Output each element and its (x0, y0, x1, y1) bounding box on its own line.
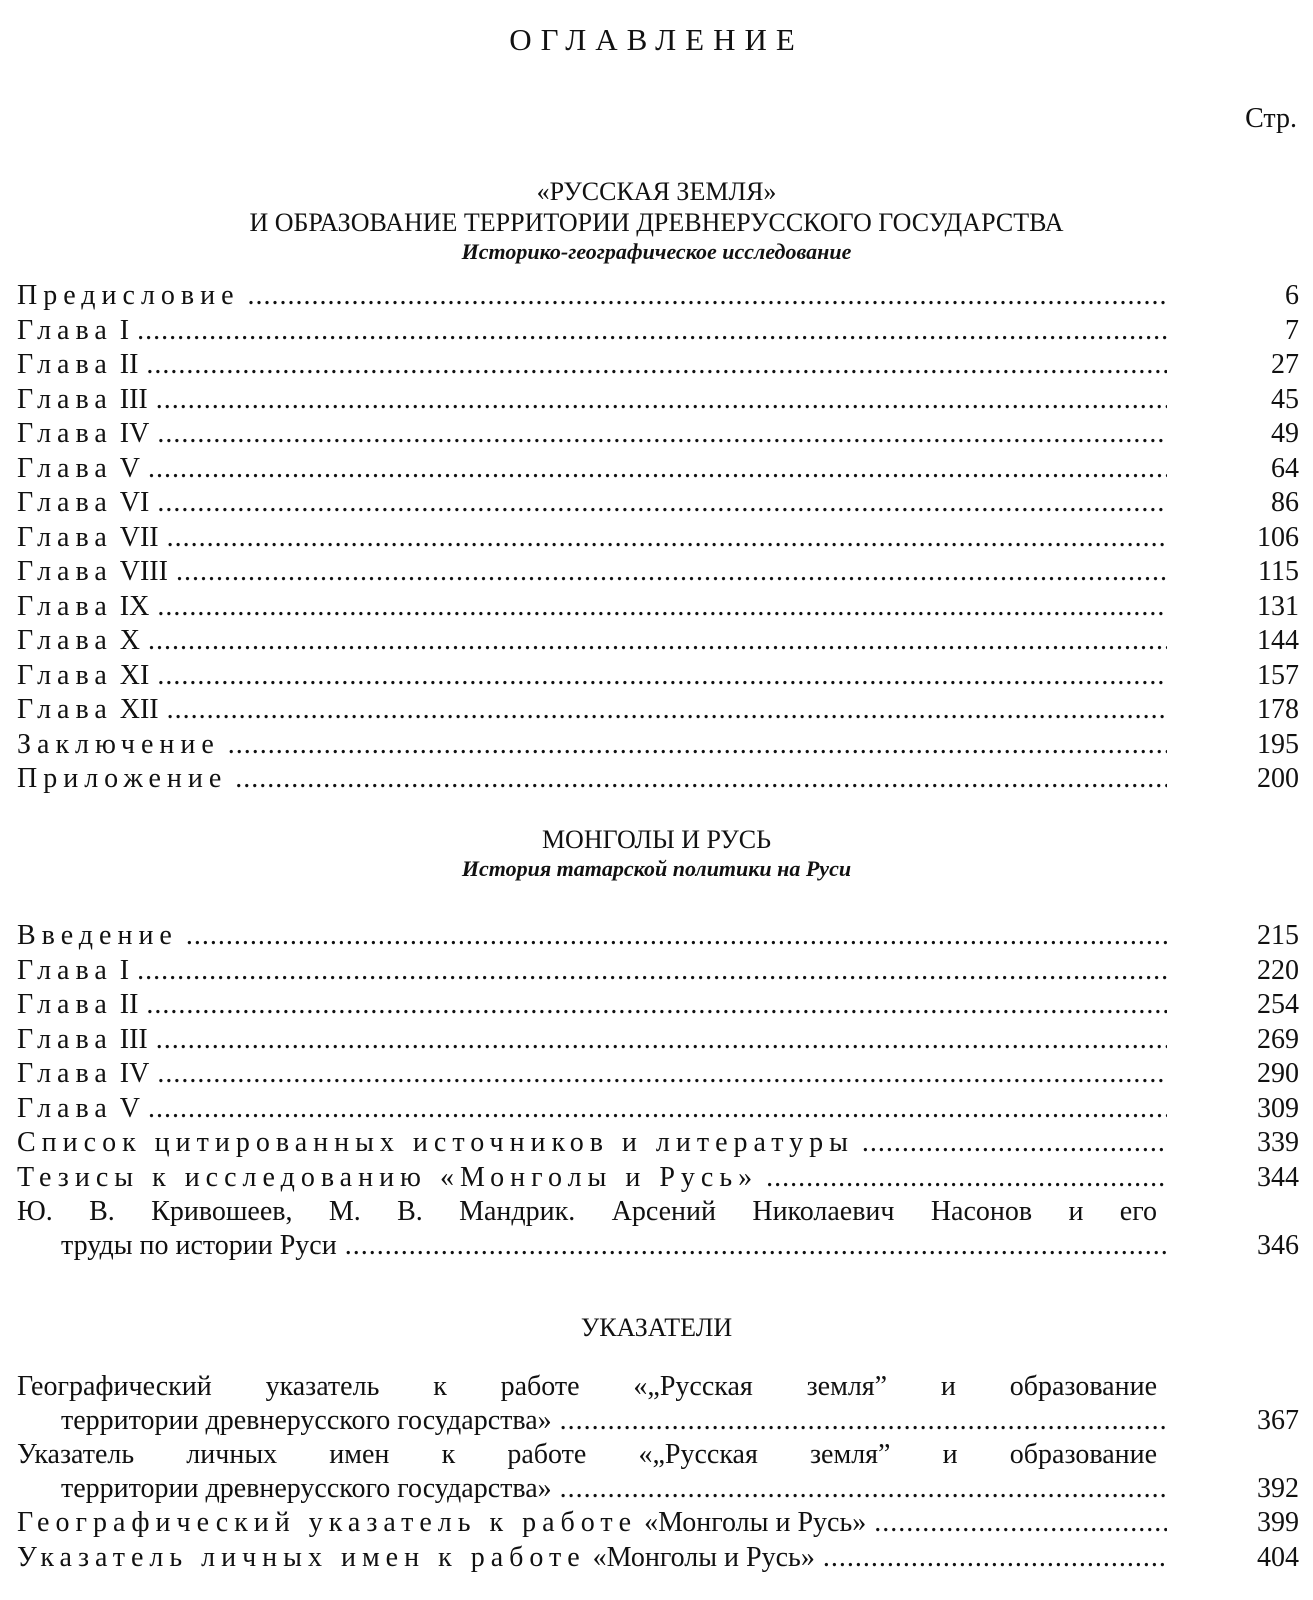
index-line2-text: территории древнерусского государства» (61, 1473, 552, 1504)
part1-toc (17, 279, 1299, 797)
toc-page-number: 344 (1257, 1161, 1299, 1193)
toc-label: Глава (17, 349, 113, 380)
toc-label: Предисловие (17, 280, 240, 311)
toc-row-index[interactable] (17, 1438, 1299, 1506)
toc-row[interactable] (17, 521, 1299, 556)
index-line2 (17, 1404, 1299, 1438)
toc-label: Список цитированных источников и литературы (17, 1127, 854, 1158)
toc-row[interactable] (17, 693, 1299, 728)
toc-page-number: 144 (1257, 625, 1299, 656)
toc-page-number: 6 (1285, 280, 1299, 311)
toc-label: Глава (17, 694, 113, 725)
toc-page-number: 346 (1257, 1230, 1299, 1261)
index-line2-text: территории древнерусского государства» (61, 1405, 552, 1436)
toc-label: Глава (17, 556, 113, 587)
toc-label: Введение (17, 920, 178, 951)
toc-row[interactable] (17, 919, 1299, 954)
part3-heading-line: УКАЗАТЕЛИ (580, 1313, 733, 1342)
toc-row[interactable] (17, 728, 1299, 763)
toc-page-number: 215 (1257, 920, 1299, 951)
toc-chapter-number: I (119, 314, 130, 346)
index-tail: «Монголы и Русь» (644, 1507, 867, 1538)
toc-page-number: 200 (1257, 763, 1299, 794)
toc-chapter-number: IX (119, 590, 150, 622)
toc-chapter-number: III (119, 383, 148, 415)
toc-row[interactable] (17, 1092, 1299, 1127)
toc-row[interactable] (17, 590, 1299, 625)
toc-page-number: 392 (1257, 1473, 1299, 1504)
toc-row[interactable] (17, 555, 1299, 590)
page-title: ОГЛАВЛЕНИЕ (509, 22, 804, 57)
toc-chapter-number: X (119, 625, 140, 656)
toc-page-number: 45 (1271, 383, 1299, 415)
toc-row[interactable] (17, 762, 1299, 797)
part3-toc (17, 1370, 1299, 1575)
toc-row[interactable] (17, 624, 1299, 659)
toc-row[interactable] (17, 954, 1299, 989)
index-line1-rest: к работе «„Русская земля” и образование (433, 1371, 1157, 1402)
toc-page-number: 367 (1257, 1405, 1299, 1436)
toc-row-index[interactable] (17, 1370, 1299, 1438)
part1-heading (0, 176, 1313, 265)
toc-label: Глава (17, 383, 113, 415)
index-tail: «Монголы и Русь» (592, 1541, 815, 1573)
toc-label: Глава (17, 487, 113, 518)
toc-page-number: 7 (1285, 314, 1299, 346)
part2-subtitle: История татарской политики на Руси (461, 856, 852, 881)
toc-chapter-number: VI (119, 487, 150, 518)
index-lead: Географический указатель к работе (17, 1507, 638, 1538)
toc-page-number: 115 (1258, 556, 1299, 587)
toc-row[interactable] (17, 383, 1299, 418)
index-lead: Указатель личных имен к работе (17, 1541, 586, 1573)
index-lead: Географический указатель (17, 1371, 380, 1402)
toc-row[interactable] (17, 988, 1299, 1023)
toc-chapter-number: V (119, 1092, 140, 1124)
toc-page-number: 178 (1257, 694, 1299, 725)
toc-page-number: 269 (1257, 1023, 1299, 1055)
toc-page-number: 339 (1257, 1127, 1299, 1158)
article-title-start: Арсений Николаевич Насонов и его (611, 1196, 1158, 1227)
toc-page-number: 404 (1257, 1541, 1299, 1573)
part3-heading (0, 1312, 1313, 1343)
toc-label: Глава (17, 659, 113, 691)
toc-label: Глава (17, 989, 113, 1020)
article-line1 (17, 1195, 1157, 1229)
part1-heading-line2: И ОБРАЗОВАНИЕ ТЕРРИТОРИИ ДРЕВНЕРУССКОГО ГОСУДАРСТВА (249, 208, 1064, 237)
toc-chapter-number: V (119, 452, 140, 484)
index-line1 (17, 1438, 1157, 1472)
toc-label: Глава (17, 452, 113, 484)
toc-row[interactable] (17, 452, 1299, 487)
toc-page-number: 86 (1271, 487, 1299, 518)
toc-page-number: 399 (1257, 1507, 1299, 1538)
index-line1 (17, 1370, 1157, 1404)
toc-label: Глава (17, 625, 113, 656)
toc-label: Тезисы к исследованию «Монголы и Русь» (17, 1161, 759, 1193)
toc-page-number: 220 (1257, 954, 1299, 986)
toc-row[interactable] (17, 1161, 1299, 1196)
toc-page-number: 64 (1271, 452, 1299, 484)
toc-chapter-number: III (119, 1023, 148, 1055)
toc-label: Глава (17, 521, 113, 553)
toc-page-number: 309 (1257, 1092, 1299, 1124)
toc-label: Глава (17, 1058, 113, 1089)
toc-row[interactable] (17, 659, 1299, 694)
toc-chapter-number: VII (119, 521, 159, 553)
toc-label: Глава (17, 418, 113, 449)
toc-chapter-number: VIII (119, 556, 168, 587)
toc-row[interactable] (17, 1023, 1299, 1058)
toc-chapter-number: XI (119, 659, 150, 691)
article-title-end: труды по истории Руси (61, 1230, 337, 1261)
toc-page-number: 131 (1257, 590, 1299, 622)
toc-chapter-number: IV (119, 1058, 150, 1089)
toc-page-number: 290 (1257, 1058, 1299, 1089)
toc-row[interactable] (17, 1506, 1299, 1541)
part1-heading-line1: «РУССКАЯ ЗЕМЛЯ» (536, 177, 777, 206)
toc-label: Заключение (17, 728, 220, 760)
article-line2 (17, 1229, 1299, 1263)
toc-row-article[interactable] (17, 1195, 1299, 1263)
toc-row[interactable] (17, 1541, 1299, 1576)
toc-row[interactable] (17, 314, 1299, 349)
toc-page-number: 157 (1257, 659, 1299, 691)
toc-chapter-number: II (119, 349, 139, 380)
toc-page-number: 27 (1271, 349, 1299, 380)
index-line1-rest: к работе «„Русская земля” и образование (441, 1439, 1158, 1470)
toc-chapter-number: II (119, 989, 139, 1020)
toc-row[interactable] (17, 1057, 1299, 1092)
toc-row[interactable] (17, 417, 1299, 452)
toc-label: Глава (17, 314, 113, 346)
index-line2 (17, 1472, 1299, 1506)
toc-label: Приложение (17, 763, 228, 794)
part1-subtitle: Историко-географическое исследование (461, 239, 852, 264)
toc-row[interactable] (17, 348, 1299, 383)
toc-label: Глава (17, 954, 113, 986)
toc-page-number: 195 (1257, 728, 1299, 760)
toc-page-number: 254 (1257, 989, 1299, 1020)
toc-page-number: 106 (1257, 521, 1299, 553)
toc-row[interactable] (17, 486, 1299, 521)
index-lead: Указатель личных имен (17, 1439, 390, 1470)
toc-label: Глава (17, 1092, 113, 1124)
page-column-label: Стр. (1245, 103, 1297, 134)
toc-page-number: 49 (1271, 418, 1299, 449)
toc-row[interactable] (17, 279, 1299, 314)
part2-heading (0, 824, 1313, 882)
part2-toc (17, 919, 1299, 1263)
toc-chapter-number: XII (119, 694, 159, 725)
article-authors: Ю. В. Кривошеев, М. В. Мандрик. (17, 1196, 576, 1227)
toc-label: Глава (17, 1023, 113, 1055)
toc-chapter-number: IV (119, 418, 150, 449)
toc-row[interactable] (17, 1126, 1299, 1161)
toc-chapter-number: I (119, 954, 130, 986)
part2-heading-line: МОНГОЛЫ И РУСЬ (541, 825, 772, 854)
toc-label: Глава (17, 590, 113, 622)
